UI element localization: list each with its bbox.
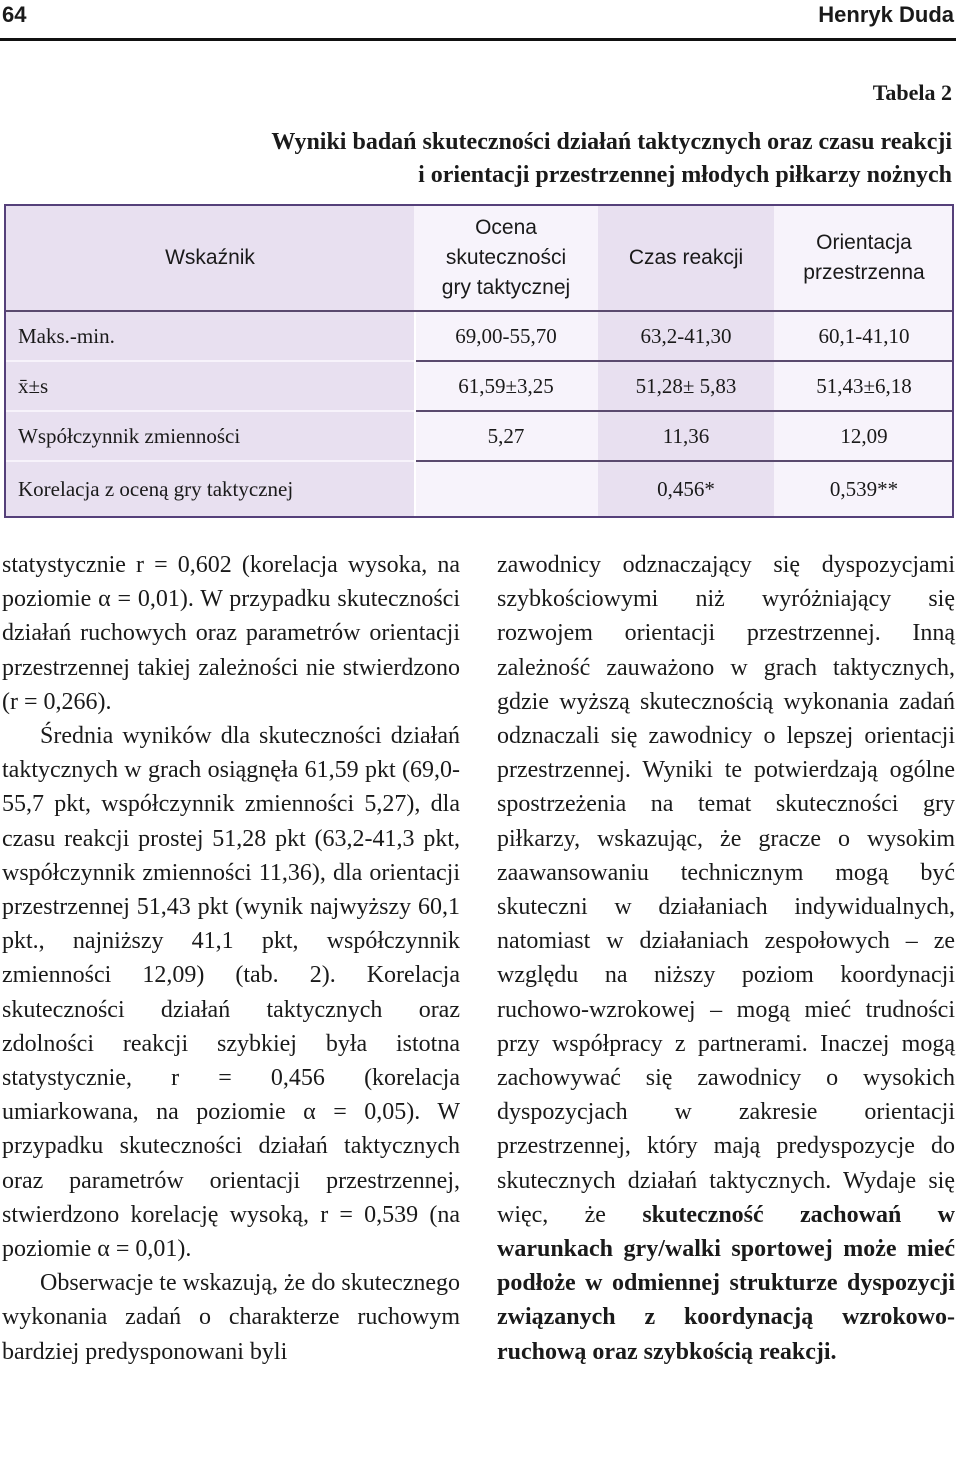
row-reaction-value: 0,456* [598,462,774,516]
header-indicator-label: Wskaźnik [165,246,255,269]
running-author: Henryk Duda [818,2,954,27]
header-rule [0,38,956,41]
row-label: x̄±s [6,362,414,410]
row-orientation-value: 60,1-41,10 [818,323,910,348]
table-rule [416,360,952,362]
paragraph [497,548,955,1369]
row-label: Współczynnik zmienności [6,412,414,460]
row-tactical-value: 5,27 [487,423,525,448]
table-rule [416,460,952,462]
row-label: Maks.-min. [6,312,414,360]
header-reaction [598,206,774,310]
row-orientation-value: 0,539** [829,476,899,501]
paragraph-emphasis: skuteczność zachowań w warunkach gry/walki sportowej może mieć podłoże w odmiennej strukturze dyspozycji związanych z koordynacją wzrokowo-ruchową oraz szybkością reakcji. [497,1201,956,1365]
table-caption [271,126,952,192]
results-table [4,204,954,518]
header-orientation-line-2: przestrzenna [803,261,925,284]
running-header [0,0,960,42]
row-orientation-value: 51,43±6,18 [816,373,912,398]
table-rule [414,312,416,516]
header-tactical-line-1: Ocena [475,216,537,239]
header-reaction-label: Czas reakcji [628,246,744,269]
body-column-right [497,548,955,1369]
page-number: 64 [2,2,27,27]
table-rule [6,310,952,312]
row-reaction-value: 63,2-41,30 [598,312,774,360]
header-indicator [6,206,414,310]
table-caption-line-2: i orientacji przestrzennej młodych piłkarzy nożnych [418,162,952,188]
header-tactical [416,206,596,310]
row-reaction-value: 51,28± 5,83 [598,362,774,410]
header-tactical-line-3: gry taktycznej [441,276,571,299]
header-tactical-line-2: skuteczności [445,246,567,269]
table-caption-line-1: Wyniki badań skuteczności działań taktycznych oraz czasu reakcji [271,129,952,155]
paragraph: statystycznie r = 0,602 (korelacja wysoka, na poziomie α = 0,01). W przypadku skuteczności działań ruchowych oraz parametrów orientacji przestrzennej takiej zależności nie stwierdzono (r = 0,266). [2,552,460,715]
header-orientation [776,206,952,310]
paragraph-text: zawodnicy odznaczający się dyspozycjami szybkościowymi niż wyróżniający się rozwojem orientacji przestrzennej. Inną zależność zauważono w grach taktycznych, gdzie wyższą skutecznością wykonania zadań odznaczali się zawodnicy o lepszej orientacji przestrzennej. Wyniki te potwierdzają ogólne spostrzeżenia na temat skuteczności gry piłkarzy, wskazując, że gracze o wysokim zaawansowaniu technicznym mogą być skuteczni w działaniach indywidualnych, natomiast w działaniach zespołowych – ze względu na niższy poziom koordynacji ruchowo-wzrokowej – mogą mieć trudności przy współpracy z partnerami. Inaczej mogą zachowywać się zawodnicy o wysokich dyspozycjach w zakresie orientacji przestrzennej, który mają predyspozycje do skutecznych działań taktycznych. Wydaje się więc, że [497,552,955,1228]
row-reaction-value: 11,36 [598,412,774,460]
row-label: Korelacja z oceną gry taktycznej [6,462,414,516]
row-tactical-value: 69,00-55,70 [455,323,557,348]
paragraph: Średnia wyników dla skuteczności działań taktycznych w grach osiągnęła 61,59 pkt (69,0-55,7 pkt, współczynnik zmienności 5,27), dla czasu reakcji prostej 51,28 pkt (63,2-41,3 pkt, współczynnik zmienności 11,36), dla orientacji przestrzennej 51,43 pkt (wynik najwyższy 60,1 pkt., najniższy 41,1 pkt, współczynnik zmienności 12,09) (tab. 2). Korelacja skuteczności działań taktycznych oraz zdolności reakcji szybkiej była istotna statystycznie, r = 0,456 (korelacja umiarkowana, na poziomie α = 0,05). W przypadku skuteczności działań taktycznych oraz parametrów orientacji przestrzennej, stwierdzono korelację wysoką, r = 0,539 (na poziomie α = 0,01). [2,723,460,1263]
table-label: Tabela 2 [872,80,952,105]
header-orientation-line-1: Orientacja [816,231,912,254]
table-rule [416,410,952,412]
row-orientation-value: 12,09 [840,423,888,448]
row-tactical-value: 61,59±3,25 [458,373,554,398]
body-column-left [2,548,460,1369]
paragraph: Obserwacje te wskazują, że do skutecznego wykonania zadań o charakterze ruchowym bardziej predysponowani byli [2,1270,460,1365]
row-tactical-value [416,462,596,516]
